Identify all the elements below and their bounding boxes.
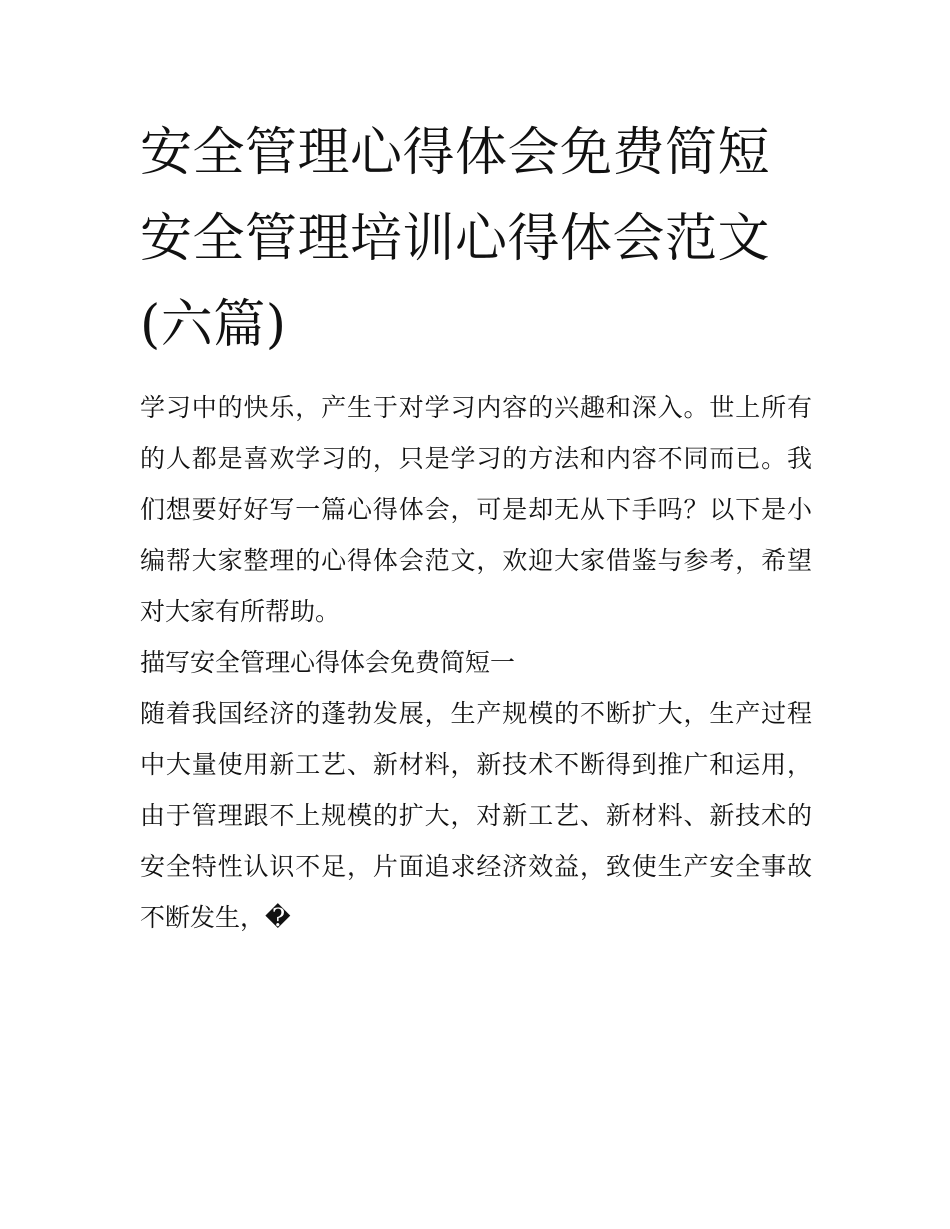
section-body-paragraph: 随着我国经济的蓬勃发展，生产规模的不断扩大，生产过程中大量使用新工艺、新材料，新技术不断得到推广和运用，由于管理跟不上规模的扩大，对新工艺、新材料、新技术的安全特性认识不足，片面追求经济效益，致使生产安全事故不断发生，� bbox=[140, 699, 812, 932]
document-page bbox=[140, 110, 812, 943]
intro-paragraph: 学习中的快乐，产生于对学习内容的兴趣和深入。世上所有的人都是喜欢学习的，只是学习的方法和内容不同而已。我们想要好好写一篇心得体会，可是却无从下手吗？以下是小编帮大家整理的心得体会范文，欢迎大家借鉴与参考，希望对大家有所帮助。 bbox=[140, 393, 812, 626]
document-title: 安全管理心得体会免费简短 安全管理培训心得体会范文(六篇) bbox=[140, 123, 771, 355]
section-heading: 描写安全管理心得体会免费简短一 bbox=[140, 648, 516, 677]
